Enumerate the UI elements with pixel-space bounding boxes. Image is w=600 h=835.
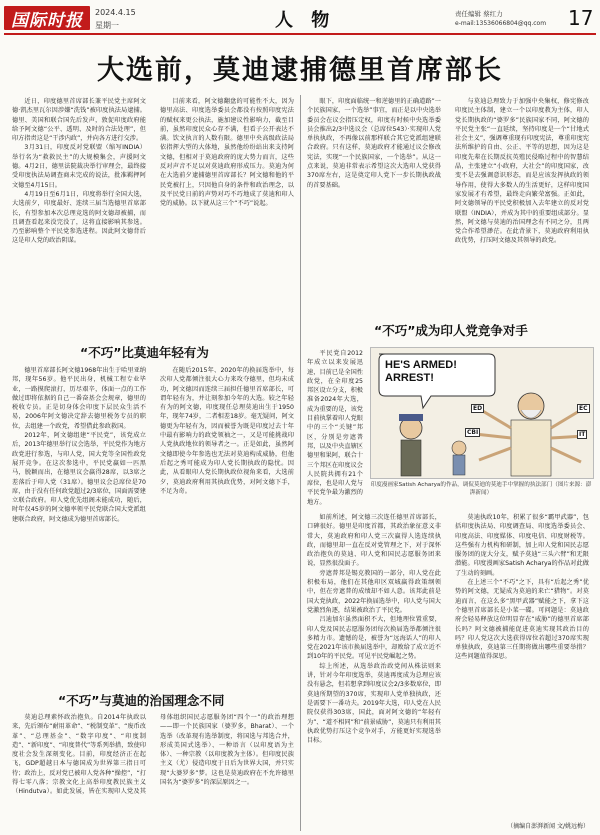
- headline: 大选前，莫迪逮捕德里首席部长: [97, 55, 503, 86]
- masthead-date: 2024.4.15: [95, 8, 136, 17]
- section2-paragraph: 与莫迪总理致力于加强中央集权，修宪修改印度民主体制，建立一个以印度教为主体，印人党长期执政的“婆罗多”民族国家不同，阿文德的平民党主张“一直延续，坚持印度是一个“甘地式社会主义”，强调尊重现有印度宪法，尊重印度宪法所维护的自由、公正、平等的思想，因为这是印度先辈在长期反抗英殖民侵略过程中的智慧结晶，主张建立“小政府，大社会”的印度国家，改变不是去强调意识形态，而是应该发挥执政的领导作用，使得大多数人的生活更好，这样印度国家发展才有希望，最终走向繁荣富强。正如此，阿文德领导的平民党积极加入去年建立的反对党联盟（INDIA），并成为其中的重要组成部分。显然，阿文德与莫迪的治国理念有不同之分，且两党合作希望渺茫。在此背景下，莫迪政府利用执政优势，打压阿文德及其领导的政党。: [455, 98, 589, 245]
- section1-col-1: [12, 366, 146, 688]
- column-divider: [300, 95, 301, 831]
- section2-paragraph: 眼下，印度面临统一和逆德里的正确道路”一个民族国家，一个选举”事宜，而正是以中央选举委员会在议会指压定权，印度有时候中央选举委员会推出2/3中选议会（总席位543）·实现印人党单执执政，不再像以前那样联合其它党派组建联合政府。只有这样，莫迪政府才能通过议会修改宪法，实现“一个民族国家，一个选举”。从这一点来说，莫迪非常表示希望这次大选印人党获得370席左右，这是奠定印人党下一步长期执政战的首要基础。: [307, 98, 441, 189]
- cartoon-badge-ed: ED: [473, 405, 483, 412]
- section2-col-4: [455, 97, 589, 337]
- section1-paragraph: 2012年，阿文德组建“平民党”，该党成立后，2013年德里举行议会选举，平民党作为地方政党进行参选，与印人党，国大党等全国性政党展开竞争。在这次参选中，平民党赢如一匹黑马，脱颖而出，在德里议会赢得28席，以3席之差落后于印人党（31席）。德里议会总席位是70席，由于没有任何政党超过2/3席位，国面需要建立联合政府。印人党优先组阁未能成功，随后，时年仅45岁的阿文德率领平民党联合国大党派组建联合政府，阿文德成为德里首席部长。: [12, 432, 146, 523]
- section3-paragraph: 平民党自2012年成立以来发展迅速，目前已是全国性政党，在全印度25邦区设立分支，积极准备2024年大选，成为重要的是，该党目前执掌着印人党眼中的三个“关键”邦区，分别是旁遮普邦，以及中央直辖区德里和果阿，联合十三个邦区在印度议会人民院共拥有21个席位，也是印人党与平民党争最为激烈的地方。: [307, 350, 363, 506]
- section3-col-narrow: [307, 349, 363, 511]
- intro-col-2: [160, 97, 294, 337]
- cartoon-speech-text: HE'S ARMED! ARREST!: [385, 359, 457, 384]
- section2-paragraph: 莫迪总理素怀政治抱负。自2014年执政以来，先后颁布“耐用革命”、“税制变革”、“废币改革”、“总理基金”、“数字印度”、“印度制造”、“新印度”、“印度普代”等系列举措，致使印度社会发生深刻变化。目前，印度经济正在起飞，GDP超越日本与德国成为世界第三指日可待；政治上，反对党已被印人党各种“操控”，“打得七零八落；宗教文化上高举印度教民族主义（Hindutva）。如此发展，皆在实现印人党及其母体组织国民志愿服务团“四个一”的政治理想——即一个民族国家（婆罗多，Bharat）、一个选举（改革现有选举制度，将国选与邦选合并，形成美国式选举）、一种语言（以印度语为主体）、一种宗教（以印度教为主体）。但印度民族主义（尤）侵造印度于日后为世界大国，并只实现“大婆罗多”梦。这也是莫迪政府在不允许德里国名为“婆罗多”的深层原因之一。: [12, 714, 294, 796]
- section1-title: “不巧”比莫迪年轻有为: [80, 345, 209, 360]
- byline: （摘编自澎湃新闻 文/姚远梅）: [507, 823, 589, 830]
- section3-col-right: [455, 513, 589, 819]
- masthead-logo: [4, 6, 90, 30]
- section2-col-3: [307, 97, 441, 337]
- intro-paragraph: 目前来看，阿文德翻盘的可能性不大，因为德里高法、印度选举委员会都没有按照印度宪法的赋权来更公执法，施加建议性影响力，截至目前，虽然印度民众心存不满，但看子公开表达不满。饮文执言的人数有限。德里中央高级政法局依指挥大型的大体地，虽然他纷纷站出来支持阿文德，但相对于莫迪政府的庞大势力而言，这些反对声音不足以对莫迪政府形成压力。莫迪为何在大选前夕逮捕德里首席部长？阿文德和他的平民党被打上，只因他自身的条件和政治理念，以及平民党日前的声势对巧不巧地成了莫迪和印人党的威胁。以下就从这三个“不巧”说起。: [160, 98, 294, 208]
- cartoon: [370, 347, 594, 479]
- intro-paragraph: 近日，印度德里首席部长兼平民党主席阿文德·凯杰里瓦尔因涉嫌“洗钱”被印度执法局逮捕。德里、美国和联合国先后发声，敦促印度政府能给予阿文德“公平、透明、及时的合法处理”，但印方指责这是“干涉内政”，并向各方进行交涉。: [12, 98, 146, 143]
- section2-col-1: [12, 713, 294, 831]
- masthead-weekday: 星期一: [95, 21, 119, 30]
- section3-col-left: [307, 513, 441, 831]
- intro-col-1: [12, 97, 146, 337]
- section3-paragraph: 在上述三个“不巧”之下，具有“后起之秀”优势的阿文德，无疑成为莫迪的来亡“猎物”。对莫迪而言，在这么多“黑甲武器”赋能之下，拿下这个德里首席部长是小菜一碟。可问题是：莫迪政府会轻易释放这位明显存在“威胁”的德里首席部长吗？阿文德被捕能促进莫迪实现其政治目的吗？印人党这次大选获得席位若超过370席实现单独执政，莫迪第三任期将做出哪些重要举措？这些问题值得深思。: [455, 579, 589, 661]
- section1-paragraph: 在随后2015年、2020年的换届选举中，每次印人党都倾注很大心力来攻夺德里，但均未成功，阿文德因而连续三届担任德里首席部长，可谓年轻有为，并让刻参加今年的大选。较之年轻有为的阿文德，印度现任总理莫迪出生于1950年，现年74岁，二者相差18岁。毫无疑问，阿文德更为年轻有为，因而被誉为既是印度过去十年中最有影响力的政党领袖之一，又是可能挑战印人党执政地位的领导者之一。正是如此，虽然阿文德即使今年参选也无法对莫迪构成威胁，但他后起之秀可能成为印人党长期执政的隐忧。因此，从看眼印人党长期执政位视角来看，大选前夕，莫迪政府利用其执政优势，对阿文德下手，不足为奇。: [160, 367, 294, 495]
- masthead-rule: [4, 33, 596, 35]
- section3-paragraph: 吕迪加尔虽然面积不大，但地理位置重要，印人党及国民志愿服务团每次换届选举都倾注很多精力市。遗憾的是，被誉为“远海话人”的印人党在2021年该市换届选举中，却败给了成立近不到10年的平民党。可见平民党崛起之势。: [307, 616, 441, 661]
- editor-line: 责任编辑 蔡红力: [455, 10, 503, 18]
- masthead: [0, 0, 600, 40]
- section1-col-2: [160, 366, 294, 688]
- page-number: 17: [568, 6, 594, 30]
- section1-paragraph: 德里首席部长阿文德1968年出生于哈里亚纳邦，现年56岁。他平民出身，机械工程专业毕业，一路摸爬滚打，历尽艰辛，体面一点的工作做过即将依据的自己一番奋基会会规章，德里的税收专员。正是切身体会印度下层民众生活不易，2006年阿文德决定辞去德里税务专员的职位，去组建一个政党，希望借此参政救国。: [12, 367, 146, 430]
- cartoon-badge-ec: EC: [579, 405, 588, 412]
- section3-paragraph: 莫迪执政10年，积累了很多“霸甲武器”，包括印度执法局、印度调查局、印度选举委员会、印度高法、印度媒体、印度电信、印度财税等。这些强有力机构和研制，加上印人党和国民志愿服务团的庞大分支，赋予莫迪“三头六臂”和无限潜能。印度漫画家Satish Acharya的作品对此做了生动的刻画。: [455, 514, 589, 577]
- intro-paragraph: 4月19日至6月1日，印度将举行全国大选，大选前夕，印度最好、连续三届当选德里首席部长，有望参加本次总理竞选的阿文德却被捕，而且调查看起来没完没了，这将直接影响其参选。乃至影响整个平民党参选进程。因此阿文德背后这是印人党的政治阴谋。: [12, 190, 146, 245]
- section2-title: “不巧”与莫迪的治国理念不同: [58, 693, 225, 708]
- cartoon-caption: 印度漫画家Satish Acharya的作品，调侃莫迪的莫迪手中掌握的执法部门（图片来源：澎湃新闻）: [370, 482, 592, 496]
- section-label: 人 物: [275, 10, 336, 31]
- section3-paragraph: 如前所述，阿文德三次连任德里首席部长，口碑很好。德里是印度首都，其政治象征意义非常大，莫迪政府和印人党三次赢得人选连续执政，而德里却一直在反对党管理之下，对于深怀政治抱负的莫迪、印人党和国民志愿服务团来说，显然很没面子。: [307, 514, 441, 568]
- intro-paragraph: 3月31日，印度反对党联盟（缩写INDIA）举行名为“救救民主”的大规模集会，声援阿文德。4月2日，德里法院裁决举行审理会，最终接受印度执法局调查商未完成的说法，批准羁押阿文德至4月15日。: [12, 144, 146, 189]
- section3-title: “不巧”成为印人党竞争对手: [374, 323, 528, 338]
- cartoon-badge-cbi: CBI: [467, 429, 479, 436]
- cartoon-badge-it: IT: [579, 431, 586, 438]
- masthead-logo-text: 国际时报: [11, 10, 83, 31]
- section3-paragraph: 旁遮普邦是锡克教国的一部分，印人党在此积极布局，他们在其他印区双城赢得政策纲领中，但在旁遮普的成绩却不如人意。该邦此前是国大党执政，2022年换届选举中，印人党与国大党激烈角逐，结果被政治了平民党。: [307, 569, 441, 614]
- section3-paragraph: 综上所述，从选举政治政党间从株法则来讲，针对今年印度选举，莫迪再度成为总理应该没有悬念，但若想拿到印度议会2/3多数席位，即莫迪所期望的370席，实现印人党单独执政，还是需要下一番功夫。2019年大选，印人党在人民院仅获得303席，国此，面对阿文德的“年轻有为”、“道不相同”和“前景威胁”，莫迪只有利用其执政优势打压这个竞争对手，方能更好实现选举目标。: [307, 662, 441, 745]
- email: e-mail:13536066804@qq.com: [455, 20, 547, 27]
